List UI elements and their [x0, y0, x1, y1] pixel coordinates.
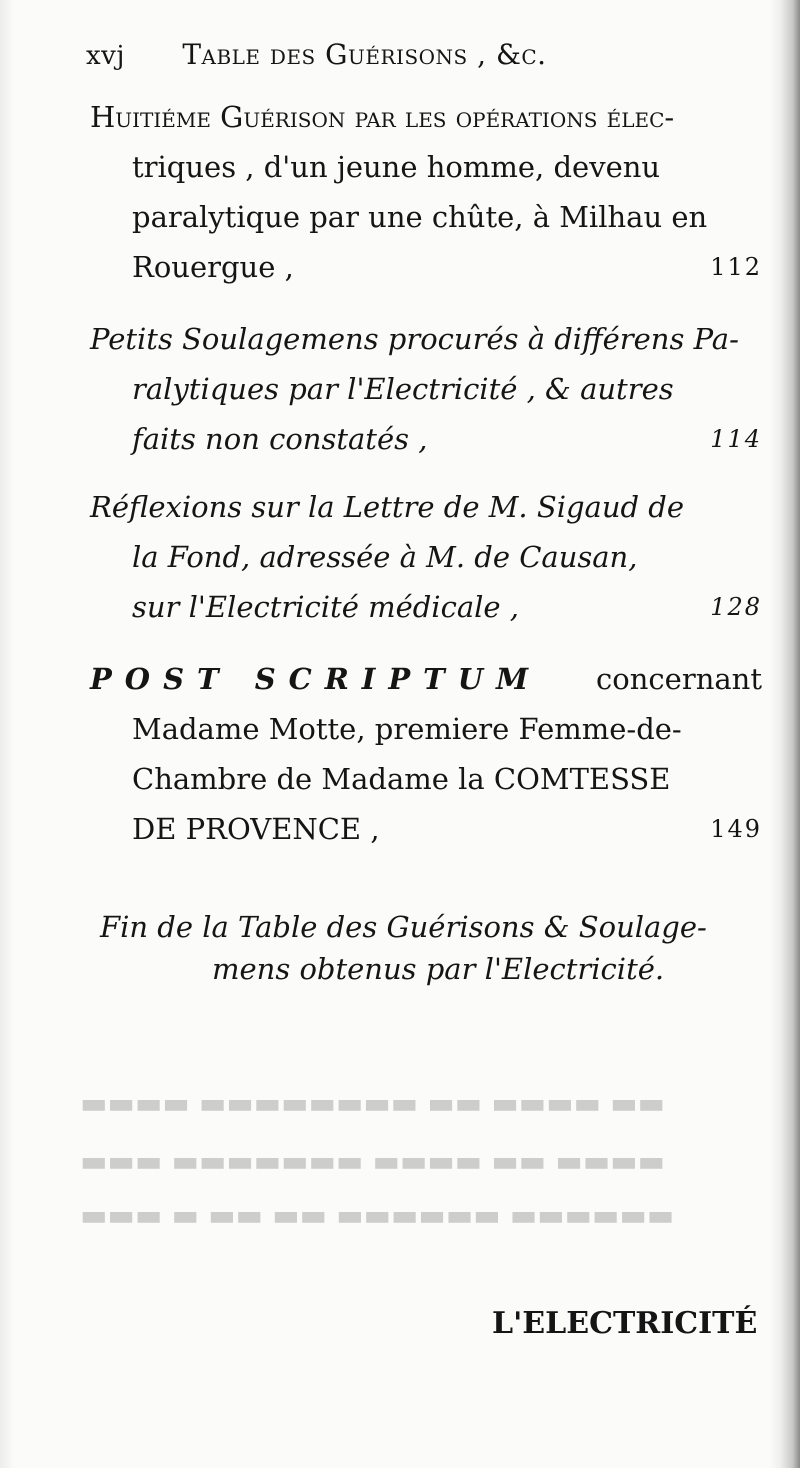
table-entry: [90, 654, 762, 854]
entry-page-number: 149: [710, 815, 762, 843]
entry-line: [90, 192, 762, 242]
entry-text: Rouergue ,: [132, 250, 294, 284]
fin-text: Fin de la Table des Guérisons & Soulage-: [100, 910, 707, 944]
entry-page-number: 114: [710, 425, 762, 453]
running-head-title: Table des Guérisons , &c.: [182, 38, 547, 71]
bleed-through-shadow: ▬▬▬▬▬▬ ▬▬▬▬▬▬ ▬▬ ▬▬ ▬ ▬▬▬: [80, 1198, 675, 1232]
entry-page-number: 128: [710, 593, 762, 621]
entry-text: DE PROVENCE ,: [132, 812, 380, 846]
entry-line: [90, 704, 762, 754]
entry-text: sur l'Electricité médicale ,: [132, 590, 519, 624]
post-scriptum-heading: POST SCRIPTUM: [90, 662, 542, 696]
entry-text: Petits Soulagemens procurés à différens Pa-: [90, 322, 739, 356]
bleed-through-shadow: ▬▬ ▬▬▬▬ ▬▬ ▬▬▬▬▬▬▬▬ ▬▬▬▬: [80, 1086, 665, 1120]
catchword: L'ELECTRICITÉ: [492, 1306, 758, 1341]
running-head: [86, 38, 686, 71]
entry-text: Huitiéme Guérison par les opérations élec-: [90, 100, 675, 134]
entry-line: [90, 364, 762, 414]
entry-text: Réflexions sur la Lettre de M. Sigaud de: [90, 490, 685, 524]
entry-text: ralytiques par l'Electricité , & autres: [132, 372, 674, 406]
entry-line: [90, 654, 762, 704]
table-entry: [90, 314, 762, 464]
page-number: xvj: [86, 41, 125, 71]
bleed-through-shadow: ▬▬▬▬ ▬▬ ▬▬▬▬ ▬▬▬▬▬▬▬ ▬▬▬: [80, 1144, 665, 1178]
table-entry: [90, 92, 762, 292]
entry-text: Chambre de Madame la COMTESSE: [132, 762, 671, 796]
page-gutter-shadow: [0, 0, 14, 1468]
entry-page-number: 112: [710, 253, 762, 281]
entry-line: [90, 582, 762, 632]
entry-line: [90, 314, 762, 364]
entry-line: [90, 414, 762, 464]
entry-line: [90, 754, 762, 804]
entry-line: [90, 532, 762, 582]
table-entry: [90, 482, 762, 632]
entry-text: paralytique par une chûte, à Milhau en: [132, 200, 708, 234]
entry-text: faits non constatés ,: [132, 422, 428, 456]
entry-line: [90, 142, 762, 192]
fin-line: [100, 906, 770, 948]
entry-line: [90, 804, 762, 854]
fin-text: mens obtenus par l'Electricité.: [212, 952, 665, 986]
entry-text: triques , d'un jeune homme, devenu: [132, 150, 661, 184]
page-edge-shadow: [770, 0, 800, 1468]
entry-text: Madame Motte, premiere Femme-de-: [132, 712, 682, 746]
entry-text: la Fond, adressée à M. de Causan,: [132, 540, 638, 574]
entry-line: [90, 242, 762, 292]
entry-line: [90, 92, 762, 142]
end-of-table-note: [100, 906, 770, 990]
fin-line: [100, 948, 770, 990]
entry-text: concernant: [596, 662, 762, 696]
entry-line: [90, 482, 762, 532]
